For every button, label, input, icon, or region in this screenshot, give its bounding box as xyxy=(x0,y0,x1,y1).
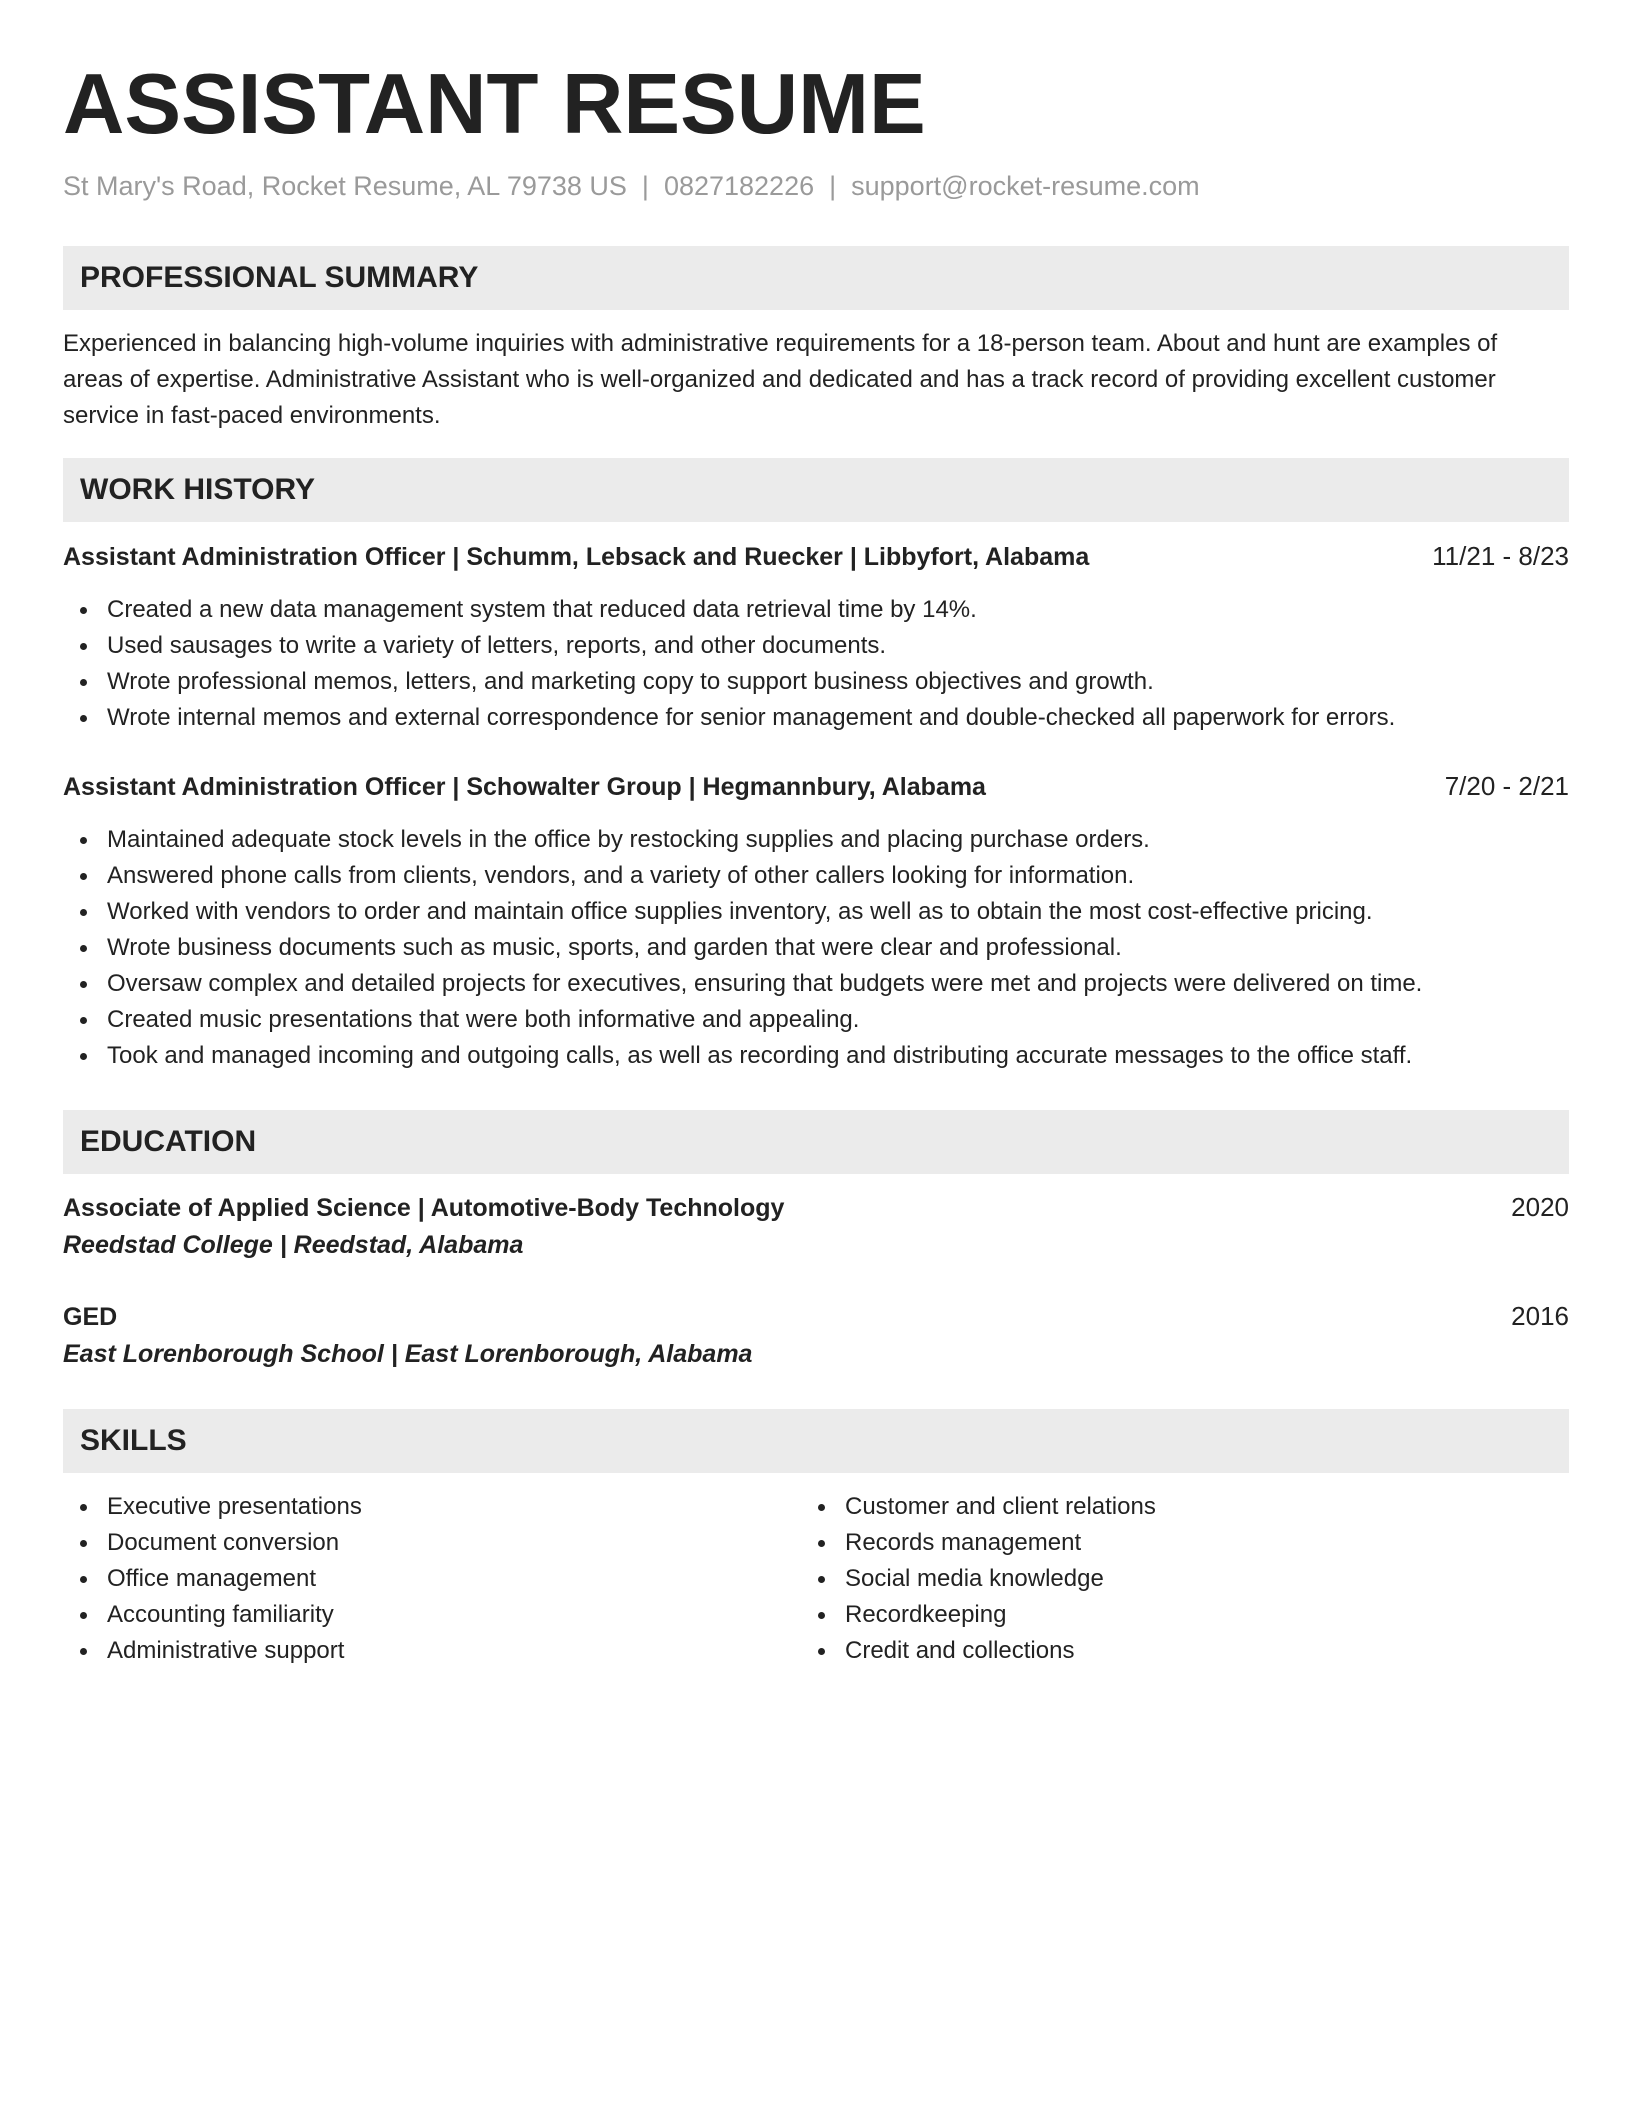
skill-item: Administrative support xyxy=(63,1633,801,1669)
education-school: Reedstad College | Reedstad, Alabama xyxy=(63,1231,524,1259)
contact-phone: 0827182226 xyxy=(663,171,815,201)
contact-address: St Mary's Road, Rocket Resume, AL 79738 US xyxy=(63,171,627,201)
skill-item: Credit and collections xyxy=(801,1633,1539,1669)
education-year: 2020 xyxy=(1511,1192,1569,1222)
contact-line xyxy=(63,168,1569,204)
skill-item: Records management xyxy=(801,1525,1539,1561)
section-header-education: EDUCATION xyxy=(63,1110,1569,1174)
job-bullet: Wrote professional memos, letters, and marketing copy to support business objectives and growth. xyxy=(63,664,1569,700)
job-bullet: Wrote internal memos and external correspondence for senior management and double-checked all paperwork for errors. xyxy=(63,700,1569,736)
education-degree: GED xyxy=(63,1303,118,1331)
job-bullet: Maintained adequate stock levels in the office by restocking supplies and placing purchase orders. xyxy=(63,822,1569,858)
skills-list-left xyxy=(63,1489,801,1669)
section-header-skills: SKILLS xyxy=(63,1409,1569,1473)
job-title: Assistant Administration Officer | Schowalter Group | Hegmannbury, Alabama xyxy=(63,773,986,801)
education-degree: Associate of Applied Science | Automotive-Body Technology xyxy=(63,1194,785,1222)
skill-item: Executive presentations xyxy=(63,1489,801,1525)
job-bullet: Worked with vendors to order and maintain office supplies inventory, as well as to obtain the most cost-effective pricing. xyxy=(63,894,1569,930)
job-bullet: Used sausages to write a variety of letters, reports, and other documents. xyxy=(63,628,1569,664)
skill-item: Recordkeeping xyxy=(801,1597,1539,1633)
education-school: East Lorenborough School | East Lorenborough, Alabama xyxy=(63,1340,753,1368)
skill-item: Customer and client relations xyxy=(801,1489,1539,1525)
skill-item: Document conversion xyxy=(63,1525,801,1561)
contact-separator: | xyxy=(829,171,837,201)
job-bullet: Answered phone calls from clients, vendors, and a variety of other callers looking for information. xyxy=(63,858,1569,894)
job-bullet-list xyxy=(63,592,1569,736)
summary-text: Experienced in balancing high-volume inquiries with administrative requirements for a 18-person team. About and hunt are examples of areas of expertise. Administrative Assistant who is well-organized and dedicated and has a track record of providing excellent customer service in fast-paced environments. xyxy=(63,330,1498,429)
job-header xyxy=(63,538,1569,575)
skills-grid xyxy=(63,1489,1569,1669)
skills-list-right xyxy=(801,1489,1539,1669)
job-bullet: Created music presentations that were both informative and appealing. xyxy=(63,1002,1569,1038)
job-dates: 7/20 - 2/21 xyxy=(1444,771,1569,801)
resume-title: ASSISTANT RESUME xyxy=(63,57,926,152)
job-bullet: Created a new data management system that reduced data retrieval time by 14%. xyxy=(63,592,1569,628)
contact-email: support@rocket-resume.com xyxy=(851,171,1200,201)
job-bullet: Took and managed incoming and outgoing calls, as well as recording and distributing accurate messages to the office staff. xyxy=(63,1038,1569,1074)
job-header xyxy=(63,768,1569,805)
job-bullet: Wrote business documents such as music, sports, and garden that were clear and professional. xyxy=(63,930,1569,966)
education-entry xyxy=(63,1298,1569,1373)
skill-item: Social media knowledge xyxy=(801,1561,1539,1597)
skill-item: Accounting familiarity xyxy=(63,1597,801,1633)
education-year: 2016 xyxy=(1511,1301,1569,1331)
section-header-work-history: WORK HISTORY xyxy=(63,458,1569,522)
job-bullet: Oversaw complex and detailed projects for executives, ensuring that budgets were met and projects were delivered on time. xyxy=(63,966,1569,1002)
education-header xyxy=(63,1189,1569,1226)
job-entry xyxy=(63,538,1569,736)
job-bullet-list xyxy=(63,822,1569,1074)
job-title: Assistant Administration Officer | Schumm, Lebsack and Ruecker | Libbyfort, Alabama xyxy=(63,543,1090,571)
education-header xyxy=(63,1298,1569,1335)
education-entry xyxy=(63,1189,1569,1264)
job-dates: 11/21 - 8/23 xyxy=(1432,541,1569,571)
section-header-summary: PROFESSIONAL SUMMARY xyxy=(63,246,1569,310)
contact-separator: | xyxy=(641,171,649,201)
skill-item: Office management xyxy=(63,1561,801,1597)
job-entry xyxy=(63,768,1569,1074)
